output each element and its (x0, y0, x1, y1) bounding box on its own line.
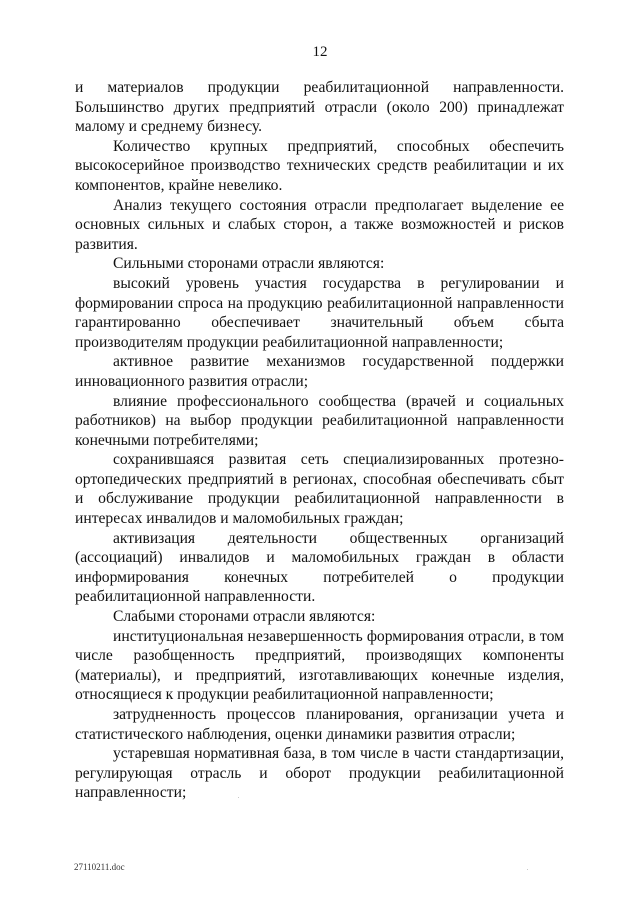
paragraph-strength-4: сохранившаяся развитая сеть специализированных протезно-ортопедических предприятий в регионах, способная обеспечивать сбыт и обслуживание продукции реабилитационной направленности в интересах инвалидов и маломобильных граждан; (75, 451, 564, 528)
paragraph-strengths-heading: Сильными сторонами отрасли являются: (113, 255, 385, 273)
paragraph-weakness-3: устаревшая нормативная база, в том числе в части стандартизации, регулирующая отрасль и оборот продукции реабилитационной направленности; (75, 745, 564, 802)
paragraph-analysis: Анализ текущего состояния отрасли предполагает выделение ее основных сильных и слабых сторон, а также возможностей и рисков развития. (75, 196, 564, 253)
scan-speck (238, 797, 239, 798)
paragraph-strength-1: высокий уровень участия государства в регулировании и формировании спроса на продукцию реабилитационной направленности гарантированно обеспечивает значительный объем сбыта производителям продукции реабилитационной направленности; (75, 274, 564, 351)
paragraph-large-enterprises: Количество крупных предприятий, способных обеспечить высокосерийное производство технических средств реабилитации и их компонентов, крайне невелико. (75, 137, 564, 194)
document-body (75, 78, 564, 803)
scan-speck (527, 869, 528, 870)
footer-file-code: 27110211.doc (74, 862, 125, 872)
paragraph-weaknesses-heading: Слабыми сторонами отрасли являются: (113, 608, 376, 626)
paragraph-strength-2: активное развитие механизмов государственной поддержки инновационного развития отрасли; (75, 353, 564, 390)
paragraph-continuation: и материалов продукции реабилитационной направленности. Большинство других предприятий отрасли (около 200) принадлежат малому и среднему бизнесу. (75, 79, 564, 136)
paragraph-strength-5: активизация деятельности общественных организаций (ассоциаций) инвалидов и маломобильных граждан в области информирования конечных потребителей о продукции реабилитационной направленности. (75, 529, 564, 606)
page-number: 12 (312, 44, 328, 60)
paragraph-weakness-2: затрудненность процессов планирования, организации учета и статистического наблюдения, оценки динамики развития отрасли; (75, 706, 564, 743)
paragraph-strength-3: влияние профессионального сообщества (врачей и социальных работников) на выбор продукции реабилитационной направленности конечными потребителями; (75, 392, 564, 449)
paragraph-weakness-1: институциональная незавершенность формирования отрасли, в том числе разобщенность предприятий, производящих компоненты (материалы), и предприятий, изготавливающих конечные изделия, относящиеся к продукции реабилитационной направленности; (75, 627, 564, 704)
